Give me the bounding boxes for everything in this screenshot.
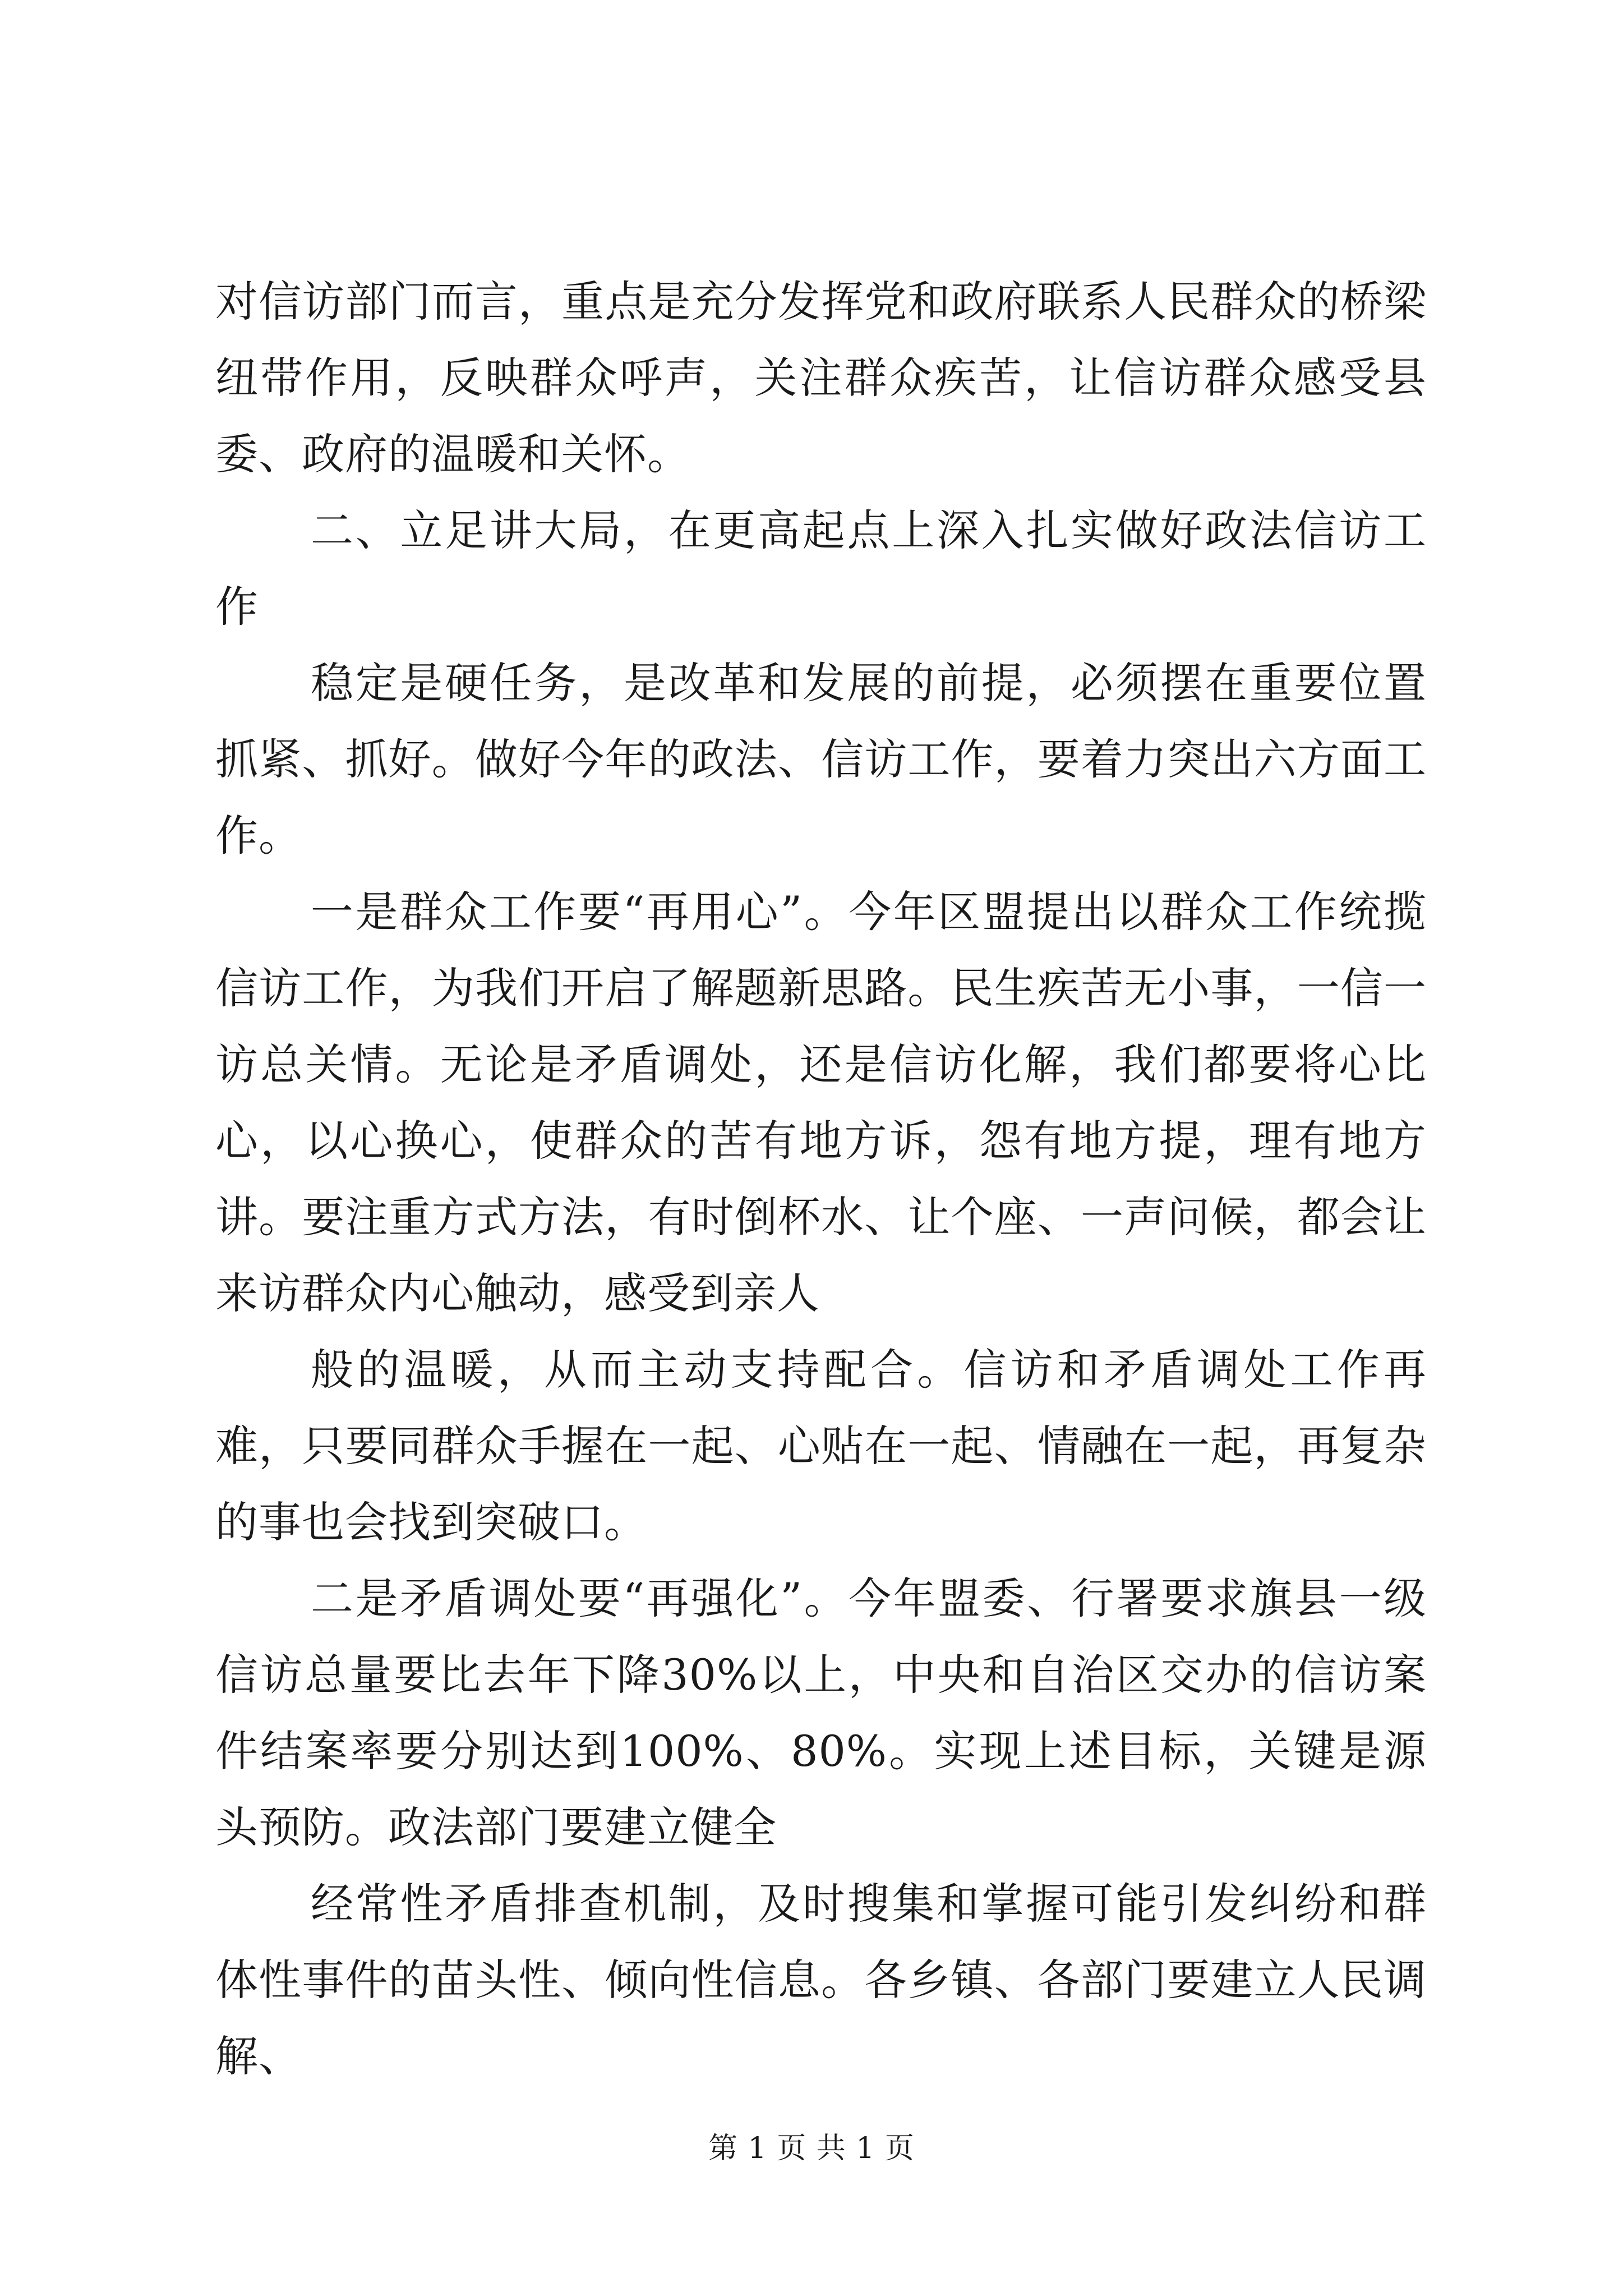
paragraph-1: 对信访部门而言，重点是充分发挥党和政府联系人民群众的桥梁纽带作用，反映群众呼声，关注群众疾苦，让信访群众感受县委、政府的温暖和关怀。	[215, 277, 1427, 479]
paragraph-4: 一是群众工作要“再用心”。今年区盟提出以群众工作统揽信访工作，为我们开启了解题新思路。民生疾苦无小事，一信一访总关情。无论是矛盾调处，还是信访化解，我们都要将心比心，以心换心，使群众的苦有地方诉，怨有地方提，理有地方讲。要注重方式方法，有时倒杯水、让个座、一声问候，都会让来访群众内心触动，感受到亲人	[215, 887, 1427, 1318]
paragraph-5: 般的温暖，从而主动支持配合。信访和矛盾调处工作再难，只要同群众手握在一起、心贴在一起、情融在一起，再复杂的事也会找到突破口。	[215, 1345, 1427, 1547]
paragraph-6: 二是矛盾调处要“再强化”。今年盟委、行署要求旗县一级信访总量要比去年下降30%以上，中央和自治区交办的信访案件结案率要分别达到100%、80%。实现上述目标，关键是源头预防。政法部门要建立健全	[215, 1573, 1427, 1852]
paragraph-7: 经常性矛盾排查机制，及时搜集和掌握可能引发纠纷和群体性事件的苗头性、倾向性信息。各乡镇、各部门要建立人民调解、	[215, 1879, 1427, 2081]
paragraph-section-heading: 二、立足讲大局，在更高起点上深入扎实做好政法信访工作	[215, 505, 1427, 632]
paragraph-3: 稳定是硬任务，是改革和发展的前提，必须摆在重要位置抓紧、抓好。做好今年的政法、信访工作，要着力突出六方面工作。	[215, 658, 1427, 861]
page-footer: 第 1 页 共 1 页	[708, 2132, 915, 2165]
document-body	[215, 264, 1427, 2095]
